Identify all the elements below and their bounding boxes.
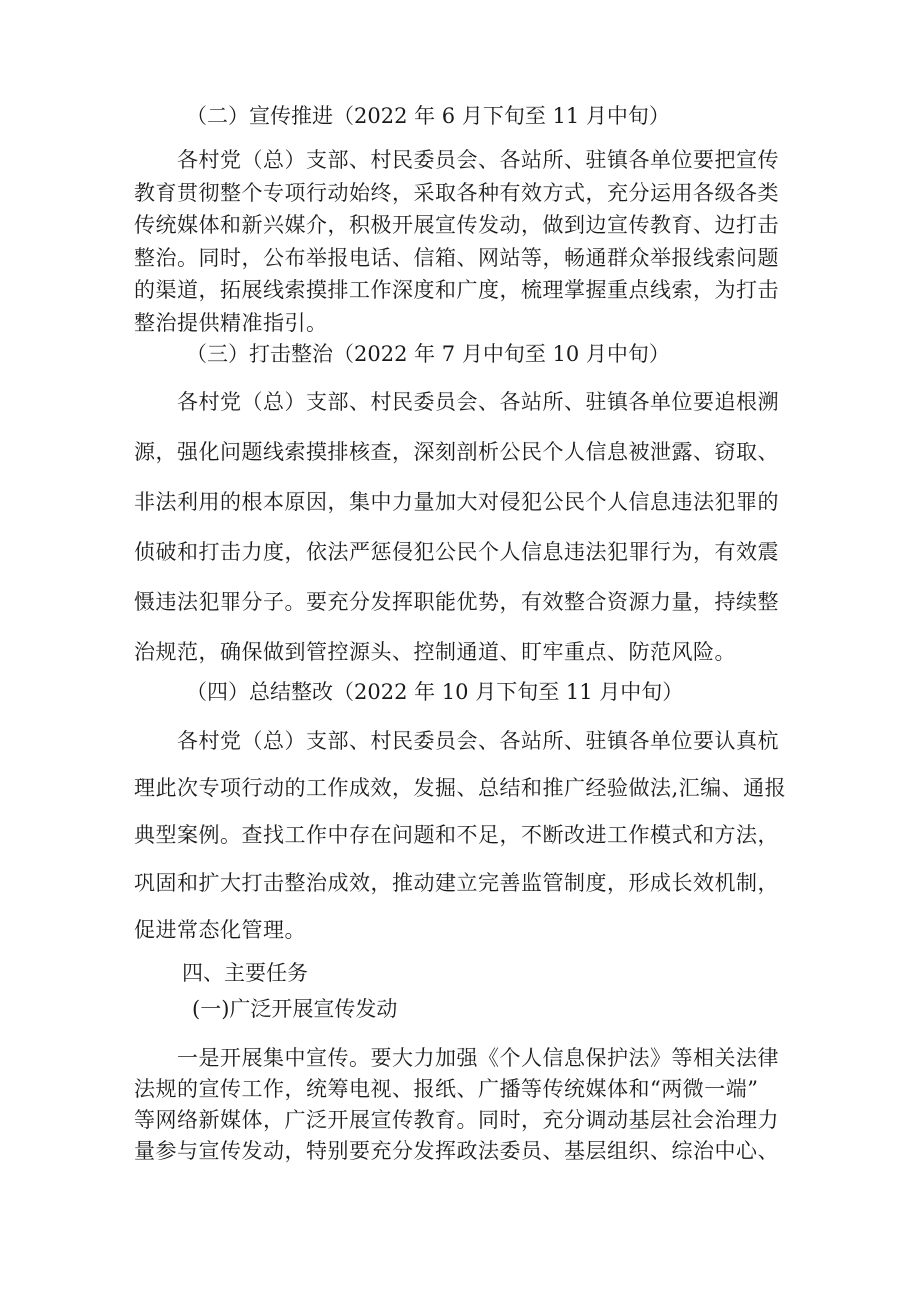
text-line: 传统媒体和新兴媒介，积极开展宣传发动，做到边宣传教育、边打击 (134, 213, 779, 238)
text-line: 量参与宣传发动，特别要充分发挥政法委员、基层组织、综治中心、 (134, 1139, 779, 1163)
text-line: 治规范，确保做到管控源头、控制通道、盯牢重点、防范风险。 (134, 640, 736, 664)
main-tasks-heading: 四、主要任务 (182, 961, 308, 985)
text-line: 整治。同时，公布举报电话、信箱、网站等，畅通群众举报线索问题 (134, 245, 779, 270)
text-line: 各村党（总）支部、村民委员会、各站所、驻镇各单位要把宣传 (134, 148, 779, 172)
paragraph-publicity (134, 144, 794, 340)
text-line: 典型案例。查找工作中存在问题和不足，不断改进工作模式和方法， (134, 823, 779, 848)
text-line: 一是开展集中宣传。要大力加强《个人信息保护法》等相关法律 (134, 1046, 779, 1070)
paragraph-summary (134, 718, 794, 954)
text-line: 源，强化问题线索摸排核查，深刻剖析公民个人信息被泄露、窃取、 (134, 440, 779, 464)
section-heading-publicity: （二）宣传推进（2022 年 6 月下旬至 11 月中旬） (186, 104, 670, 128)
subsection-heading-publicity-campaign: (一)广泛开展宣传发动 (192, 997, 398, 1021)
text-line: 慑违法犯罪分子。要充分发挥职能优势，有效整合资源力量，持续整 (134, 590, 779, 614)
text-line: 非法利用的根本原因，集中力量加大对侵犯公民个人信息违法犯罪的 (134, 490, 779, 514)
text-line: 各村党（总）支部、村民委员会、各站所、驻镇各单位要追根溯 (134, 390, 779, 414)
text-line: 等网络新媒体，广泛开展宣传教育。同时，充分调动基层社会治理力 (134, 1108, 779, 1132)
text-line: 各村党（总）支部、村民委员会、各站所、驻镇各单位要认真杭 (134, 729, 779, 753)
text-line: 促进常态化管理。 (134, 917, 306, 942)
section-heading-crackdown: （三）打击整治（2022 年 7 月中旬至 10 月中旬） (186, 342, 670, 366)
text-line: 教育贯彻整个专项行动始终，采取各种有效方式，充分运用各级各类 (134, 180, 779, 205)
text-line: 的渠道，拓展线索摸排工作深度和广度，梳理掌握重点线索，为打击 (134, 278, 779, 303)
text-line: 巩固和扩大打击整治成效，推动建立完善监管制度，形成长效机制， (134, 870, 779, 895)
paragraph-concentrated-publicity (134, 1043, 794, 1167)
text-line: 整治提供精准指引。 (134, 310, 328, 335)
paragraph-crackdown (134, 377, 794, 677)
text-line: 法规的宣传工作，统筹电视、报纸、广播等传统媒体和“两微一端” (134, 1077, 759, 1101)
text-line: 理此次专项行动的工作成效，发掘、总结和推广经验做法,汇编、通报 (134, 776, 787, 801)
text-line: 侦破和打击力度，依法严惩侵犯公民个人信息违法犯罪行为，有效震 (134, 540, 779, 564)
section-heading-summary: （四）总结整改（2022 年 10 月下旬至 11 月中旬） (186, 680, 684, 704)
